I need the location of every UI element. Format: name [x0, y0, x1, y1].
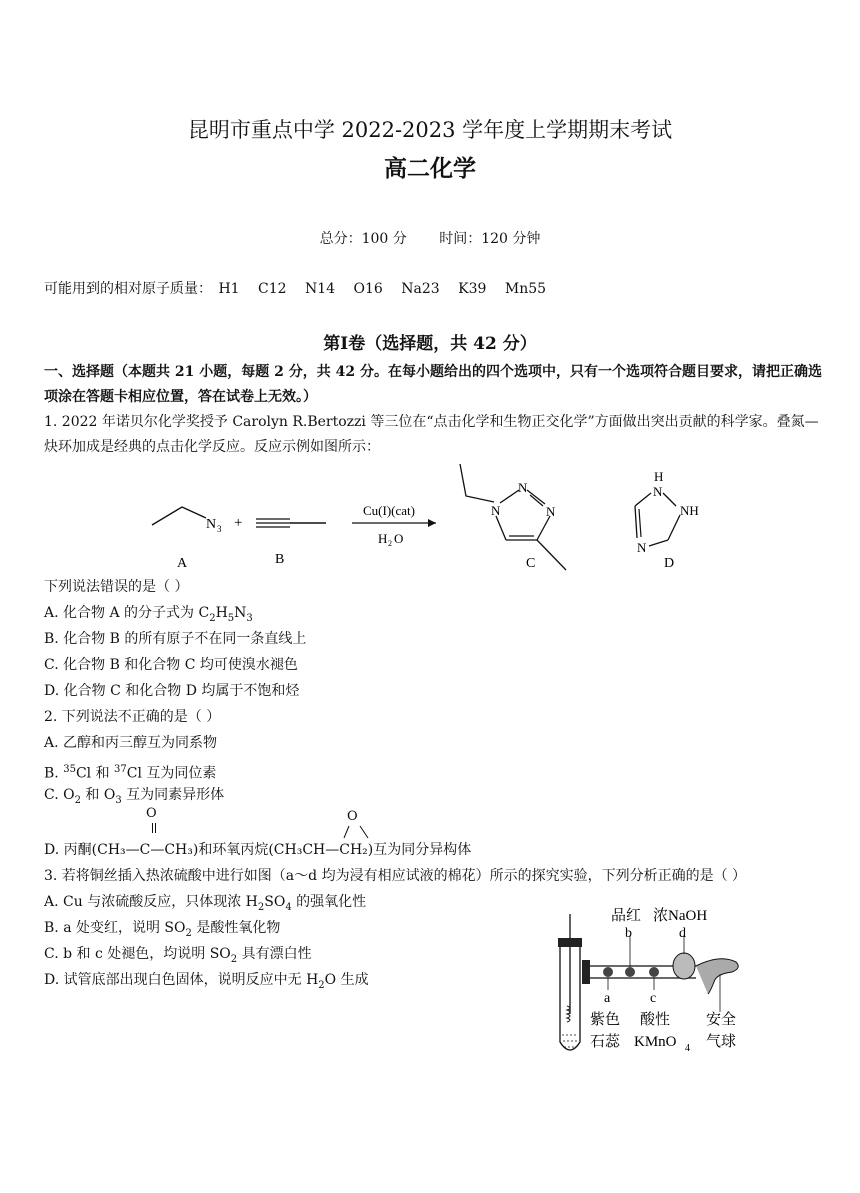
q1-option-a: A. 化合物 A 的分子式为 $C_2H_5N_3$ — [44, 605, 253, 624]
q3-label-suanxing: 酸性 — [640, 1012, 671, 1028]
epoxide-o: O — [347, 809, 358, 824]
q2-option-d: D. 丙酮(CH₃—C—CH₃)和环氧丙烷(CH₃CH—CH₂)互为同分异构体 — [44, 842, 472, 858]
q3-stem: 3. 若将铜丝插入热浓硫酸中进行如图（a～d 均为浸有相应试液的棉花）所示的探究实验，下列分析正确的是（ ） — [44, 868, 747, 884]
q3-label-kmno4-sub: 4 — [685, 1043, 690, 1054]
q1-reaction-figure — [130, 460, 699, 575]
q1-option-d: D. 化合物 C 和化合物 D 均属于不饱和烃 — [44, 683, 300, 699]
q1-stem: 1. 2022 年诺贝尔化学奖授予 Carolyn R.Bertozzi 等三位在“点击化学和生物正交化学”方面做出突出贡献的科学家。叠氮—炔环加成是经典的点击化学反应。反应示例如图所示： — [44, 414, 819, 455]
q1-label-b: B — [275, 552, 285, 567]
q1-triazole-n2: N — [518, 480, 528, 495]
q1-solvent-2: 2 — [388, 539, 392, 548]
atomic-mass: N14 — [305, 281, 336, 297]
q3-option-b: B. a 处变红，说明 $SO_2$ 是酸性氧化物 — [44, 920, 281, 939]
q1-plus: + — [234, 515, 243, 531]
section-instructions: 一、选择题（本题共 21 小题，每题 2 分，共 42 分。在每小题给出的四个选项中，只有一个选项符合题目要求，请把正确选项涂在答题卡相应位置，答在试卷上无效。） — [44, 364, 822, 405]
q1-prompt: 下列说法错误的是（ ） — [44, 579, 189, 595]
q3-label-c: c — [650, 991, 657, 1006]
q1-azide-sub: 3 — [217, 524, 222, 534]
q1-label-a: A — [177, 556, 188, 571]
acetone-double-bond-2 — [155, 823, 156, 833]
q3-label-pinhong: 品红 — [611, 908, 642, 924]
q3-label-a: a — [604, 991, 611, 1006]
q1-label-c: C — [526, 556, 536, 571]
q1-solvent-h: H — [378, 531, 388, 546]
q1-solvent-o: O — [394, 531, 404, 546]
atomic-masses — [44, 278, 560, 298]
q1-label-d: D — [664, 556, 675, 571]
q3-option-a: A. Cu 与浓硫酸反应，只体现浓 $H_2SO_4$ 的强氧化性 — [44, 894, 367, 913]
q1-d-nh: NH — [680, 503, 699, 518]
subject-title: 高二化学 — [384, 155, 476, 182]
q3-option-c: C. b 和 c 处褪色，均说明 $SO_2$ 具有漂白性 — [44, 946, 312, 965]
q3-label-qiqiu: 气球 — [706, 1034, 737, 1050]
q3-label-zise: 紫色 — [590, 1012, 621, 1028]
q2-option-c: C. $O_2$ 和 $O_3$ 互为同素异形体 — [44, 787, 225, 806]
atomic-mass: O16 — [353, 281, 383, 297]
q1-d-n1: N — [653, 484, 663, 499]
q1-d-h: H — [654, 469, 664, 484]
atomic-mass: Mn55 — [504, 281, 547, 297]
atomic-mass: C12 — [258, 281, 287, 297]
q1-d-n2: N — [637, 540, 647, 555]
acetone-double-bond-1 — [152, 823, 153, 833]
q3-apparatus-figure — [550, 902, 750, 1060]
q1-triazole-n3: N — [546, 504, 556, 519]
exam-time: 时间：120 分钟 — [439, 231, 541, 247]
q3-label-shirui: 石蕊 — [590, 1034, 621, 1050]
q1-catalyst: Cu(I)(cat) — [363, 503, 415, 518]
q2-stem: 2. 下列说法不正确的是（ ） — [44, 709, 221, 725]
q1-option-b: B. 化合物 B 的所有原子不在同一条直线上 — [44, 631, 307, 647]
atomic-mass: H1 — [218, 281, 240, 297]
q2-option-b: B. $^{35}$Cl 和 $^{37}$Cl 互为同位素 — [44, 764, 217, 782]
acetone-o: O — [146, 806, 157, 821]
q3-option-d: D. 试管底部出现白色固体，说明反应中无 $H_2O$ 生成 — [44, 972, 369, 991]
q1-azide-n: N — [206, 517, 217, 532]
q3-label-anquan: 安全 — [706, 1012, 737, 1028]
exam-title: 昆明市重点中学 2022-2023 学年度上学期期末考试 — [187, 118, 673, 142]
atomic-mass: K39 — [458, 281, 487, 297]
q1-triazole-n1: N — [491, 503, 501, 518]
q3-label-d: d — [679, 926, 686, 941]
q2-option-a: A. 乙醇和丙三醇互为同系物 — [44, 735, 218, 751]
q1-option-c: C. 化合物 B 和化合物 C 均可使溴水褪色 — [44, 657, 298, 673]
q3-label-kmno4: KMnO — [634, 1034, 677, 1050]
total-score: 总分：100 分 — [319, 231, 407, 247]
atomic-masses-label: 可能用到的相对原子质量： — [44, 281, 212, 297]
q3-label-naoh: 浓NaOH — [653, 908, 708, 924]
exam-meta — [0, 228, 860, 248]
section-title: 第Ⅰ卷（选择题，共 42 分） — [323, 334, 537, 354]
q3-label-b: b — [625, 926, 632, 941]
atomic-mass: Na23 — [401, 281, 440, 297]
